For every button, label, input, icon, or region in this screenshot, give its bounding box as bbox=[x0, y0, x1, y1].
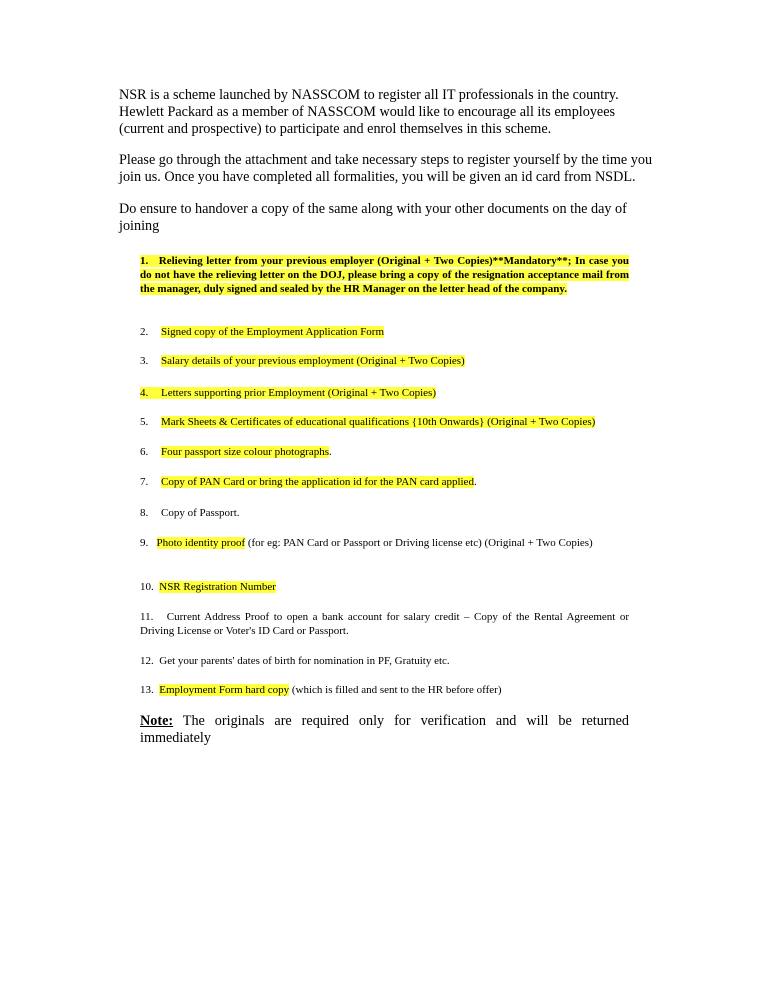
list-item-6 bbox=[140, 445, 629, 459]
item-4-text: Letters supporting prior Employment (Original + Two Copies) bbox=[161, 387, 436, 399]
item-3-number: 3. bbox=[140, 355, 149, 367]
item-4-number: 4. bbox=[140, 387, 149, 399]
item-5-number: 5. bbox=[140, 416, 149, 428]
item-8-text: Copy of Passport. bbox=[161, 507, 240, 519]
item-6-suffix: . bbox=[329, 446, 332, 458]
item-8-number: 8. bbox=[140, 507, 149, 519]
item-1-number: 1. bbox=[140, 255, 149, 267]
list-item-8 bbox=[140, 506, 629, 520]
item-6-text: Four passport size colour photographs bbox=[161, 446, 330, 458]
item-10-text: NSR Registration Number bbox=[159, 581, 276, 593]
item-4-highlight bbox=[140, 387, 436, 399]
list-item-12 bbox=[140, 654, 629, 668]
intro-paragraph-3: Do ensure to handover a copy of the same along with your other documents on the day of joining bbox=[119, 201, 627, 234]
list-item-4 bbox=[140, 386, 629, 400]
item-9-rest: (for eg: PAN Card or Passport or Driving license etc) (Original + Two Copies) bbox=[245, 537, 593, 549]
list-item-1 bbox=[140, 254, 629, 296]
list-item-2 bbox=[140, 325, 629, 339]
item-1-text: Relieving letter from your previous employer (Original + Two Copies)**Mandatory**; In case you do not have the relieving letter on the DOJ, please bring a copy of the resignation acceptance mail from the manager, duly signed and sealed by the HR Manager on the letter head of the company. bbox=[140, 255, 630, 295]
item-10-number: 10. bbox=[140, 581, 154, 593]
list-item-13 bbox=[140, 683, 629, 697]
intro-paragraph-2: Please go through the attachment and take necessary steps to register yourself by the time you join us. Once you have completed all formalities, you will be given an id card from NSDL. bbox=[119, 152, 653, 185]
item-12-number: 12. bbox=[140, 655, 154, 667]
list-item-9 bbox=[140, 536, 629, 550]
item-9-number: 9. bbox=[140, 537, 149, 549]
note-text: The originals are required only for verification and will be returned immediately bbox=[140, 713, 629, 746]
item-11-number: 11. bbox=[140, 611, 154, 623]
intro-paragraph-1: NSR is a scheme launched by NASSCOM to register all IT professionals in the country. Hewlett Packard as a member of NASSCOM would like to encourage all its employees (current and prospective) to participate and enrol themselves in this scheme. bbox=[119, 87, 619, 137]
item-6-number: 6. bbox=[140, 446, 149, 458]
item-7-text: Copy of PAN Card or bring the application id for the PAN card applied bbox=[161, 476, 474, 488]
item-12-text: Get your parents' dates of birth for nomination in PF, Gratuity etc. bbox=[159, 655, 450, 667]
item-5-text: Mark Sheets & Certificates of educational qualifications {10th Onwards} (Original + Two Copies) bbox=[161, 416, 596, 428]
list-item-11 bbox=[140, 610, 629, 638]
item-9-highlight: Photo identity proof bbox=[156, 537, 246, 549]
item-7-suffix: . bbox=[473, 476, 477, 488]
list-item-7 bbox=[140, 475, 629, 489]
item-2-text: Signed copy of the Employment Application Form bbox=[161, 326, 385, 338]
note-paragraph bbox=[140, 713, 629, 747]
list-item-10 bbox=[140, 580, 629, 594]
item-11-text: Current Address Proof to open a bank account for salary credit – Copy of the Rental Agreement or Driving License or Voter's ID Card or Passport. bbox=[140, 611, 629, 637]
item-2-number: 2. bbox=[140, 326, 149, 338]
list-item-3 bbox=[140, 354, 629, 368]
item-3-text: Salary details of your previous employment (Original + Two Copies) bbox=[161, 355, 465, 367]
list-item-5 bbox=[140, 415, 629, 429]
item-13-number: 13. bbox=[140, 684, 154, 696]
item-13-rest: (which is filled and sent to the HR before offer) bbox=[289, 684, 502, 696]
note-label: Note: bbox=[140, 713, 174, 729]
item-1-highlight bbox=[140, 255, 629, 295]
item-13-highlight: Employment Form hard copy bbox=[159, 684, 290, 696]
item-7-number: 7. bbox=[140, 476, 149, 488]
